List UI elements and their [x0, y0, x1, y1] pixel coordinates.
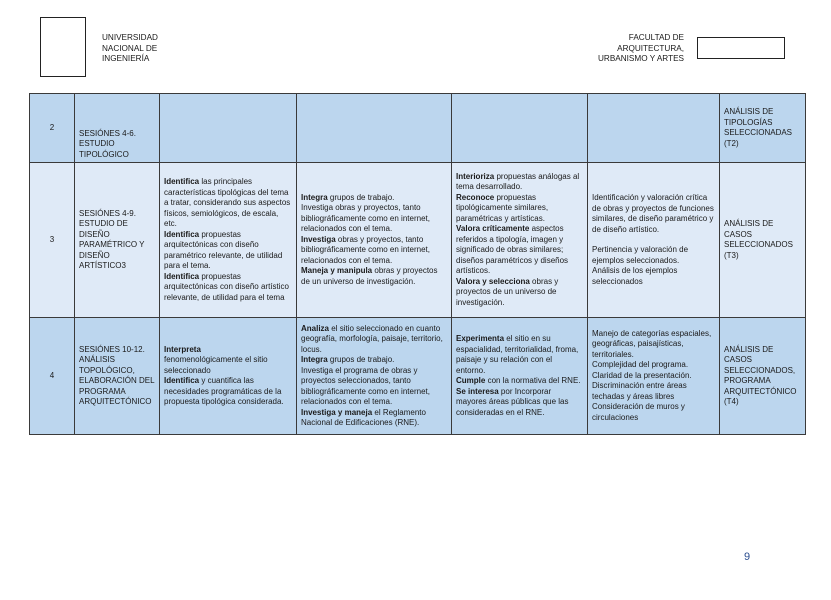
- bold-verb: Analiza: [301, 323, 330, 333]
- cell-paragraph: [592, 402, 715, 423]
- cell-paragraph: [164, 272, 292, 304]
- col3-cell: [160, 163, 297, 318]
- cell-paragraph: [301, 266, 447, 287]
- cell-paragraph: [164, 177, 292, 230]
- cell-paragraph: [301, 203, 447, 235]
- bold-verb: Integra: [301, 192, 328, 202]
- cell-paragraph: [164, 230, 292, 272]
- bold-verb: Identifica: [164, 271, 200, 281]
- cell-paragraph: [456, 334, 583, 376]
- paragraph-text: propuestas arquitectónicas con diseño paramétrico relevante, de utilidad para el tema.: [164, 229, 283, 270]
- product-cell: ANÁLISIS DE CASOS SELECCIONADOS (T3): [720, 163, 806, 318]
- bold-verb: Investiga: [301, 234, 336, 244]
- cell-paragraph: [592, 381, 715, 402]
- paragraph-text: Claridad de la presentación.: [592, 370, 692, 380]
- bold-verb: Identifica: [164, 177, 200, 186]
- cell-paragraph: [164, 376, 292, 408]
- paragraph-text: Pertinencia y valoración de ejemplos seleccionados.: [592, 245, 689, 265]
- col6-cell: [588, 163, 720, 318]
- table-row: [30, 318, 806, 435]
- cell-paragraph: [164, 345, 292, 356]
- bold-verb: Integra: [301, 355, 328, 364]
- code-box: [697, 37, 785, 59]
- cell-paragraph: [456, 193, 583, 225]
- cell-paragraph: [592, 360, 715, 371]
- col3-cell: [160, 94, 297, 163]
- sessions-cell: SESIÓNES 10-12. ANÁLISIS TOPOLÓGICO, ELABORACIÓN DEL PROGRAMA ARQUITECTÓNICO: [75, 318, 160, 435]
- page-number: 9: [744, 551, 751, 563]
- bold-verb: Valora y selecciona: [456, 276, 530, 286]
- bold-verb: Valora críticamente: [456, 224, 530, 234]
- row-number: 2: [30, 94, 75, 163]
- sessions-cell: SESIÓNES 4-9. ESTUDIO DE DISEÑO PARAMÉTRICO Y DISEÑO ARTÍSTICO3: [75, 163, 160, 318]
- col4-cell: [297, 94, 452, 163]
- paragraph-text: propuestas arquitectónicas con diseño artístico relevante, de utilidad para el tema: [164, 271, 289, 302]
- paragraph-text: Análisis de los ejemplos seleccionados: [592, 266, 678, 286]
- paragraph-text: obras y proyectos, tanto bibliográficamente como en internet, relacionados con el tema.: [301, 234, 430, 265]
- col5-cell: [452, 318, 588, 435]
- col6-cell: [588, 318, 720, 435]
- paragraph-text: el Reglamento Nacional de Edificaciones (RNE).: [301, 407, 426, 427]
- paragraph-text: Manejo de categorías espaciales, geográficas, paisajísticas, territoriales.: [592, 328, 712, 359]
- bold-verb: Maneja y manipula: [301, 266, 373, 276]
- cell-paragraph: [592, 371, 715, 382]
- bold-verb: Interioriza: [456, 171, 495, 181]
- paragraph-text: propuestas análogas al tema desarrollado.: [456, 171, 580, 192]
- cell-paragraph: [456, 376, 583, 387]
- cell-paragraph: [301, 366, 447, 408]
- paragraph-text: Complejidad del programa.: [592, 360, 689, 370]
- col3-cell: [160, 318, 297, 435]
- table-row: [30, 163, 806, 318]
- cell-paragraph: [592, 266, 715, 287]
- bold-verb: Identifica: [164, 376, 200, 385]
- cell-paragraph: [592, 245, 715, 266]
- cell-paragraph: [456, 172, 583, 193]
- paragraph-text: el sitio en su espacialidad, territorialidad, froma, paisaje y su relación con el entorno.: [456, 334, 579, 375]
- paragraph-text: Investiga el programa de obras y proyectos seleccionados, tanto bibliográficamente como en internet, relacionados con el tema.: [301, 365, 430, 406]
- paragraph-text: obras y proyectos de un universo de investigación.: [301, 266, 438, 286]
- course-plan-table: [29, 93, 806, 435]
- cell-paragraph: [301, 235, 447, 267]
- row-number: 3: [30, 163, 75, 318]
- row-number: 4: [30, 318, 75, 435]
- bold-verb: Investiga y maneja: [301, 407, 373, 417]
- paragraph-text: Discriminación entre áreas techadas y áreas libres: [592, 381, 687, 401]
- bold-verb: Cumple: [456, 376, 486, 385]
- cell-paragraph: [301, 193, 447, 204]
- cell-paragraph: [456, 277, 583, 309]
- paragraph-text: aspectos referidos a tipología, imagen y significado de obras similares; diseños paramétricos y diseños artísticos.: [456, 224, 569, 276]
- logo-placeholder: [40, 17, 86, 77]
- university-name: UNIVERSIDAD NACIONAL DE INGENIERÍA: [102, 33, 158, 63]
- bold-verb: Se interesa: [456, 386, 499, 396]
- paragraph-text: grupos de trabajo.: [327, 192, 395, 202]
- table-row: [30, 94, 806, 163]
- paragraph-text: con la normativa del RNE.: [485, 376, 581, 385]
- cell-paragraph: [301, 324, 447, 356]
- paragraph-text: y cuantifica las necesidades programáticas de la propuesta tipológica considerada.: [164, 376, 284, 406]
- paragraph-text: Consideración de muros y circulaciones: [592, 402, 685, 422]
- cell-paragraph: [301, 355, 447, 366]
- col4-cell: [297, 163, 452, 318]
- col4-cell: [297, 318, 452, 435]
- col6-cell: [588, 94, 720, 163]
- cell-paragraph: [301, 408, 447, 429]
- paragraph-text: Identificación y valoración crítica de obras y proyectos de funciones similares, de diseño paramétrico y de diseño artístico.: [592, 193, 714, 234]
- paragraph-text: fenomenológicamente el sitio seleccionado: [164, 355, 268, 375]
- product-cell: ANÁLISIS DE CASOS SELECCIONADOS, PROGRAMA ARQUITECTÓNICO (T4): [720, 318, 806, 435]
- paragraph-text: el sitio seleccionado en cuanto geografía, morfología, paisaje, territorio, locus.: [301, 323, 443, 354]
- cell-paragraph: [592, 193, 715, 235]
- cell-paragraph: [456, 224, 583, 277]
- bold-verb: Identifica: [164, 229, 200, 239]
- col5-cell: [452, 94, 588, 163]
- cell-paragraph: [164, 355, 292, 376]
- faculty-name: FACULTAD DE ARQUITECTURA, URBANISMO Y ARTES: [598, 33, 684, 63]
- cell-paragraph: [592, 329, 715, 361]
- cell-paragraph: [456, 387, 583, 419]
- bold-verb: Reconoce: [456, 192, 495, 202]
- paragraph-text: propuestas tipológicamente similares, paramétricas y artísticas.: [456, 192, 549, 223]
- sessions-cell: SESIÓNES 4-6. ESTUDIO TIPOLÓGICO: [75, 94, 160, 163]
- bold-verb: Interpreta: [164, 344, 201, 354]
- col5-cell: [452, 163, 588, 318]
- paragraph-text: por Incorporar mayores áreas públicas que las consideradas en el RNE.: [456, 386, 569, 417]
- paragraph-text: Investiga obras y proyectos, tanto bibliográficamente como en internet, relacionados con el tema.: [301, 203, 430, 234]
- paragraph-text: grupos de trabajo.: [327, 355, 395, 364]
- paragraph-text: obras y proyectos de un universo de investigación.: [456, 276, 559, 307]
- product-cell: ANÁLISIS DE TIPOLOGÍAS SELECCIONADAS (T2): [720, 94, 806, 163]
- bold-verb: Experimenta: [456, 334, 505, 343]
- paragraph-gap: [592, 235, 715, 245]
- paragraph-text: las principales características tipológicas del tema a tratar, considerando sus aspectos físicos, semiológicos, de escala, etc.: [164, 177, 291, 228]
